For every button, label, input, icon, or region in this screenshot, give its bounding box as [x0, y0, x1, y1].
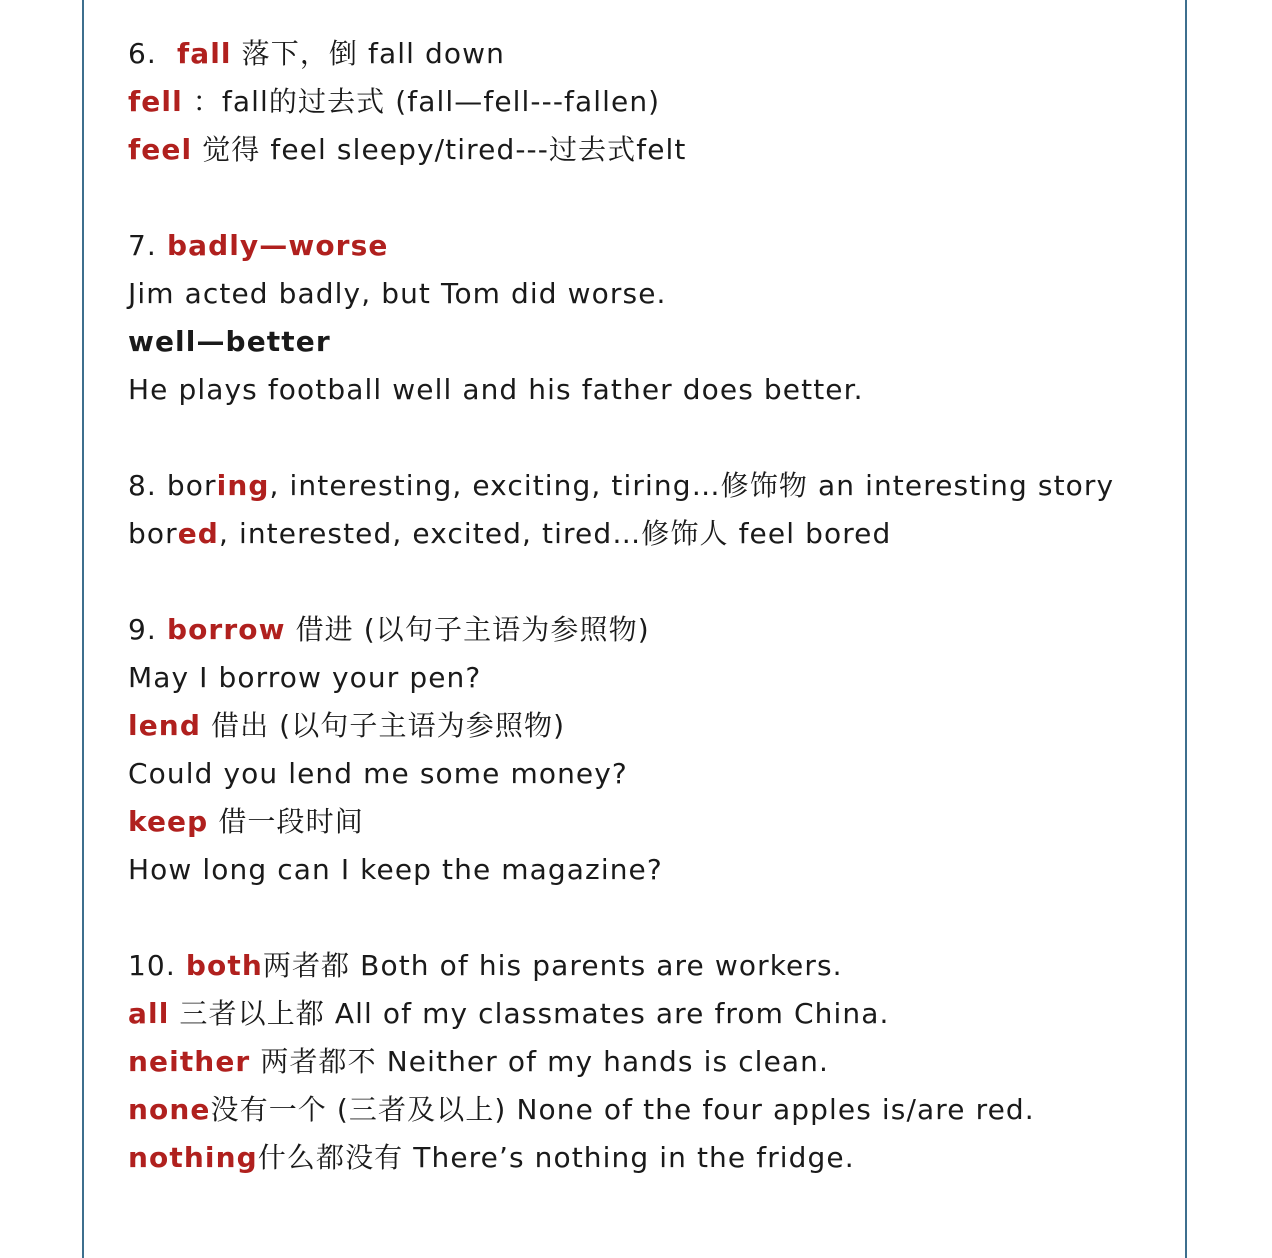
item-10-line-1	[128, 942, 1168, 990]
document-page	[82, 0, 1187, 1258]
item-number: 8.	[128, 469, 157, 502]
keyword-feel: feel	[128, 133, 193, 166]
definition-text: , interested, excited, tired…修饰人 feel bored	[218, 517, 892, 550]
item-9-line-3	[128, 702, 1168, 750]
keyword-nothing: nothing	[128, 1141, 258, 1174]
item-9-line-1	[128, 606, 1168, 654]
spacer	[128, 558, 1168, 606]
keyword-both: both	[185, 949, 263, 982]
keyword-neither: neither	[128, 1045, 251, 1078]
item-number: 7.	[128, 229, 157, 262]
spacer	[128, 174, 1168, 222]
definition-text: , interesting, exciting, tiring…修饰物 an interesting story	[269, 469, 1115, 502]
definition-text: 两者都不 Neither of my hands is clean.	[260, 1045, 829, 1078]
definition-text: 借出 (以句子主语为参照物)	[210, 709, 566, 742]
item-number: 9.	[128, 613, 157, 646]
item-6-line-1	[128, 30, 1168, 78]
keyword-fall: fall	[176, 37, 232, 70]
example-sentence: How long can I keep the magazine?	[128, 853, 663, 886]
item-7-line-1	[128, 222, 1168, 270]
item-10-line-5	[128, 1134, 1168, 1182]
definition-text: 借进 (以句子主语为参照物)	[295, 613, 650, 646]
definition-text: 觉得 feel sleepy/tired---过去式felt	[202, 133, 687, 166]
item-9-line-5	[128, 798, 1168, 846]
word-stem: bor	[166, 469, 217, 502]
suffix-ing: ing	[216, 469, 270, 502]
definition-text: 借一段时间	[218, 805, 364, 838]
keyword-keep: keep	[128, 805, 209, 838]
spacer	[128, 414, 1168, 462]
item-8-line-1	[128, 462, 1168, 510]
item-8-line-2	[128, 510, 1168, 558]
suffix-ed: ed	[177, 517, 219, 550]
keyword-all: all	[128, 997, 170, 1030]
definition-text: 没有一个 (三者及以上) None of the four apples is/are red.	[210, 1093, 1035, 1126]
definition-text: 两者都 Both of his parents are workers.	[262, 949, 843, 982]
item-6-line-2	[128, 78, 1168, 126]
example-sentence: He plays football well and his father does better.	[128, 373, 864, 406]
definition-text: 三者以上都 All of my classmates are from China.	[179, 997, 890, 1030]
item-6-line-3	[128, 126, 1168, 174]
example-sentence: Could you lend me some money?	[128, 757, 628, 790]
spacer	[128, 894, 1168, 942]
definition-text: ：fall的过去式 (fall—fell---fallen)	[192, 85, 661, 118]
definition-text: 落下，倒 fall down	[241, 37, 505, 70]
keyword-fell: fell	[128, 85, 183, 118]
keyword-none: none	[128, 1093, 211, 1126]
item-number: 6.	[128, 37, 157, 70]
keyword-well-better: well—better	[128, 325, 331, 358]
item-10-line-3	[128, 1038, 1168, 1086]
definition-text: 什么都没有 There’s nothing in the fridge.	[257, 1141, 855, 1174]
keyword-badly-worse: badly—worse	[166, 229, 389, 262]
word-stem: bor	[128, 517, 178, 550]
keyword-lend: lend	[128, 709, 201, 742]
item-10-line-2	[128, 990, 1168, 1038]
vocabulary-notes	[128, 30, 1168, 1182]
example-sentence: Jim acted badly, but Tom did worse.	[128, 277, 667, 310]
item-number: 10.	[128, 949, 176, 982]
keyword-borrow: borrow	[166, 613, 286, 646]
item-10-line-4	[128, 1086, 1168, 1134]
example-sentence: May I borrow your pen?	[128, 661, 482, 694]
